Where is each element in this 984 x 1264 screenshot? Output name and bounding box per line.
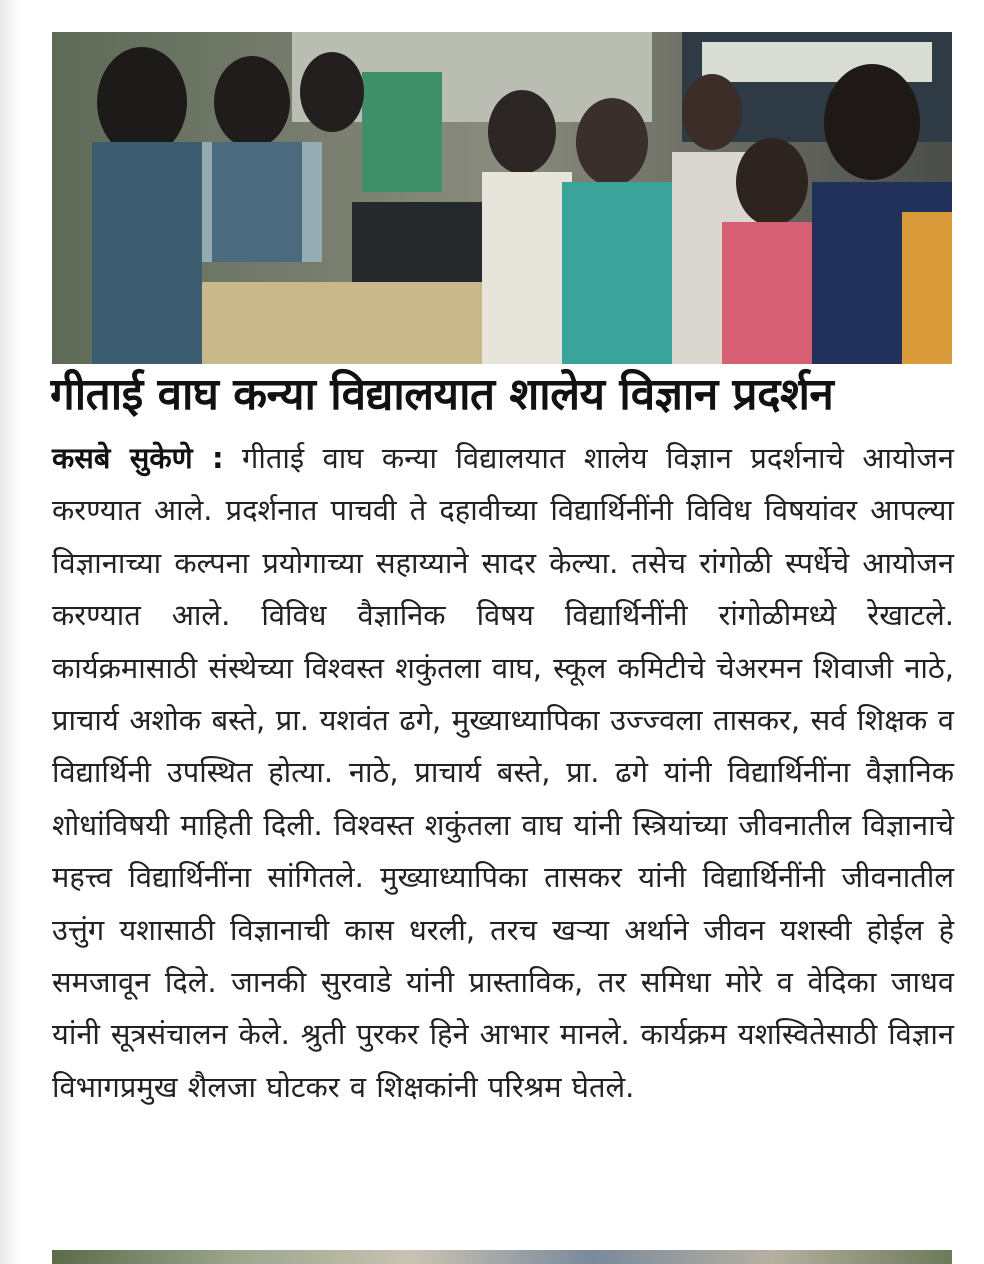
photo-illustration — [52, 32, 952, 364]
page-left-edge — [0, 0, 22, 1264]
article-body — [52, 432, 954, 1113]
article-dateline: कसबे सुकेणे : — [52, 441, 224, 475]
next-article-photo-edge — [52, 1250, 952, 1264]
article-text: गीताई वाघ कन्या विद्यालयात शालेय विज्ञान प्रदर्शनाचे आयोजन करण्यात आले. प्रदर्शनात पाचवी ते दहावीच्या विद्यार्थिनींनी विविध विषयांवर आपल्या विज्ञानाच्या कल्पना प्रयोगाच्या सहाय्याने सादर केल्या. तसेच रांगोळी स्पर्धेचे आयोजन करण्यात आले. विविध वैज्ञानिक विषय विद्यार्थिनींनी रांगोळीमध्ये रेखाटले. कार्यक्रमासाठी संस्थेच्या विश्वस्त शकुंतला वाघ, स्कूल कमिटीचे चेअरमन शिवाजी नाठे, प्राचार्य अशोक बस्ते, प्रा. यशवंत ढगे, मुख्याध्यापिका उज्ज्वला तासकर, सर्व शिक्षक व विद्यार्थिनी उपस्थित होत्या. नाठे, प्राचार्य बस्ते, प्रा. ढगे यांनी विद्यार्थिनींना वैज्ञानिक शोधांविषयी माहिती दिली. विश्वस्त शकुंतला वाघ यांनी स्त्रियांच्या जीवनातील विज्ञानाचे महत्त्व विद्यार्थिनींना सांगितले. मुख्याध्यापिका तासकर यांनी विद्यार्थिनींनी जीवनातील उत्तुंग यशासाठी विज्ञानाची कास धरली, तरच खऱ्या अर्थाने जीवन यशस्वी होईल हे समजावून दिले. जानकी सुरवाडे यांनी प्रास्ताविक, तर समिधा मोरे व वेदिका जाधव यांनी सूत्रसंचालन केले. श्रुती पुरकर हिने आभार मानले. कार्यक्रम यशस्वितेसाठी विज्ञान विभागप्रमुख शैलजा घोटकर व शिक्षकांनी परिश्रम घेतले. — [52, 441, 954, 1104]
article-headline: गीताई वाघ कन्या विद्यालयात शालेय विज्ञान प्रदर्शन — [50, 369, 834, 420]
page-top-margin — [0, 0, 984, 30]
news-photo — [52, 32, 952, 364]
